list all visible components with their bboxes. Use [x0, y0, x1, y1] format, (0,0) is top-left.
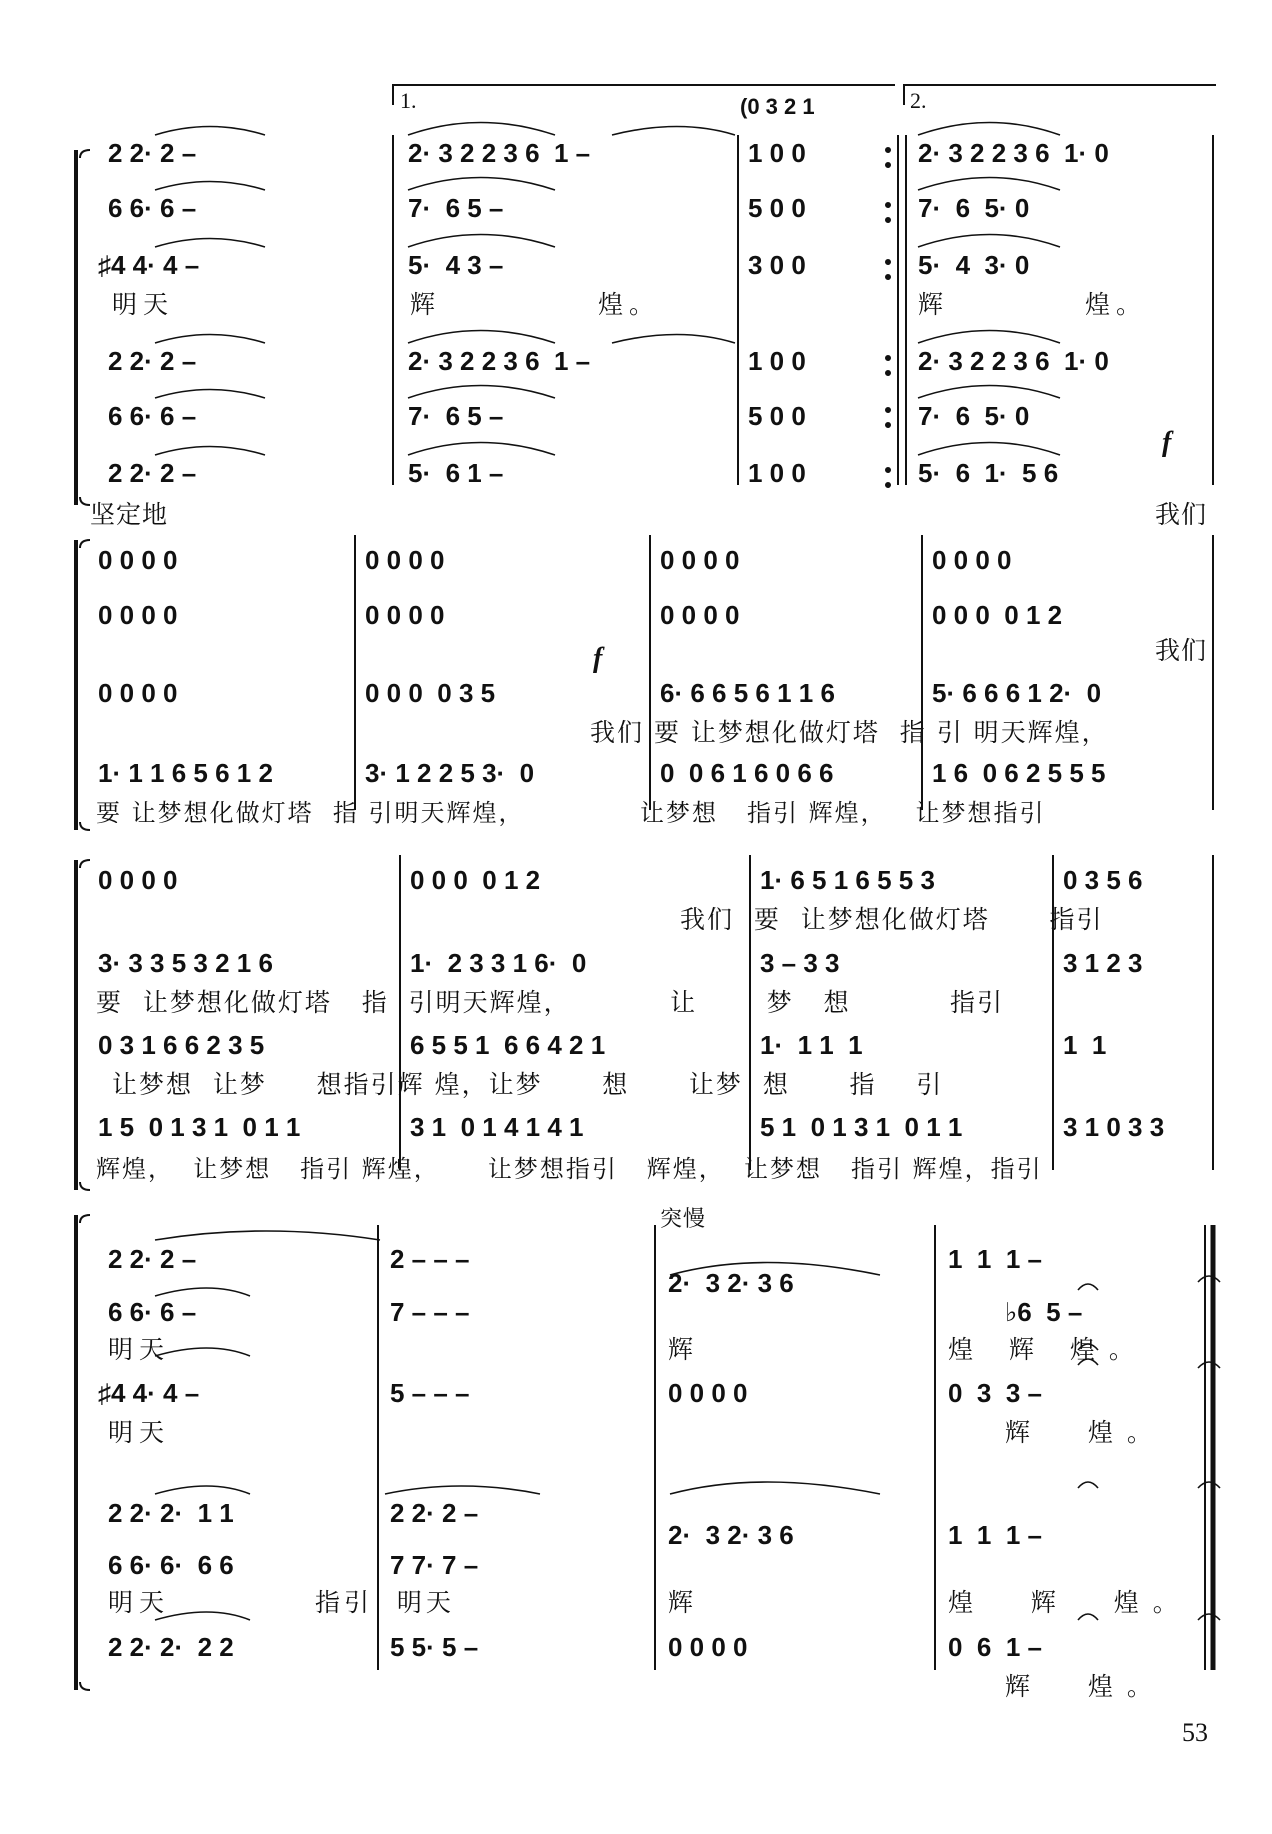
s1-r5-m2: 7· 6 5 –: [408, 401, 504, 431]
s4-r2-m2: 7 – – –: [390, 1297, 470, 1327]
s4-lyric-5c: 辉: [668, 1588, 700, 1617]
s2-lyric-2: 我们: [1155, 636, 1208, 665]
s3-lyric-3: 让梦想 让梦 想指引辉 煌，让梦 想 让梦 想 指 引: [112, 1070, 944, 1099]
page-number: 53: [1182, 1718, 1208, 1747]
s1-r3-m3: 3 0 0: [748, 250, 806, 280]
s1-r2-m1: 6 6· 6 –: [108, 193, 197, 223]
s1-r6-m3: 1 0 0: [748, 458, 806, 488]
s4-r1-m2: 2 – – –: [390, 1244, 470, 1274]
s2-lyric-4: 要 让梦想化做灯塔 指 引明天辉煌， 让梦想 指引 辉煌， 让梦想指引: [96, 799, 1046, 827]
s4-lyric-2a: 明天: [108, 1335, 171, 1364]
s1-r2-m3: 5 0 0: [748, 193, 806, 223]
s2-r4-m2: 3· 1 2 2 5 3· 0: [365, 758, 535, 788]
s3-r4-m4: 3 1 0 3 3: [1063, 1112, 1165, 1142]
s1-lyric-5: 煌。: [1085, 290, 1148, 319]
s2-r2-m2: 0 0 0 0: [365, 600, 445, 630]
s1-lyric-1: 明天: [112, 290, 175, 319]
s1-r4-m2: 2· 3 2 2 3 6 1 –: [408, 346, 591, 376]
volta-second-label: 2.: [910, 88, 927, 113]
s1-lyric-2: 辉: [410, 290, 442, 319]
s3-r3-m2: 6 5 5 1 6 6 4 2 1: [410, 1030, 606, 1060]
s3-r1-m4: 0 3 5 6: [1063, 865, 1143, 895]
s1-expression: 坚定地: [90, 500, 169, 529]
s1-r2-m4: 7· 6 5· 0: [918, 193, 1030, 223]
s2-r2-m1: 0 0 0 0: [98, 600, 178, 630]
s1-dynamic-f: f: [1162, 427, 1172, 458]
s2-r4-m1: 1· 1 1 6 5 6 1 2: [98, 758, 273, 788]
s1-r2-m2: 7· 6 5 –: [408, 193, 504, 223]
s2-r3-m1: 0 0 0 0: [98, 678, 178, 708]
s4-r1-m4: 1 1 1 –: [948, 1244, 1042, 1274]
s2-r4-m4: 1 6 0 6 2 5 5 5: [932, 758, 1106, 788]
s4-r6-m1: 2 2· 2· 2 2: [108, 1632, 234, 1662]
s1-r1-m4: 2· 3 2 2 3 6 1· 0: [918, 138, 1109, 168]
s4-lyric-2c: 煌 辉 煌。: [948, 1335, 1148, 1364]
s1-r6-m1: 2 2· 2 –: [108, 458, 197, 488]
s1-r4-m3: 1 0 0: [748, 346, 806, 376]
s3-r4-m1: 1 5 0 1 3 1 0 1 1: [98, 1112, 301, 1142]
s1-r1-m2: 2· 3 2 2 3 6 1 –: [408, 138, 591, 168]
s2-r1-m4: 0 0 0 0: [932, 545, 1012, 575]
s2-r2-m3: 0 0 0 0: [660, 600, 740, 630]
s3-r3-m4: 1 1: [1063, 1030, 1107, 1060]
s3-lyric-2: 要 让梦想化做灯塔 指 引明天辉煌， 让 梦 想 指引: [96, 988, 1005, 1017]
s4-r5-m2: 7 7· 7 –: [390, 1550, 479, 1580]
s4-r6-m3: 0 0 0 0: [668, 1632, 748, 1662]
pickup-notes: (0 3 2 1: [740, 94, 815, 119]
s1-r3-m4: 5· 4 3· 0: [918, 250, 1030, 280]
s1-r3-m2: 5· 4 3 –: [408, 250, 504, 280]
s1-r6-m4: 5· 6 1· 5 6: [918, 458, 1059, 488]
s1-r6-m2: 5· 6 1 –: [408, 458, 504, 488]
s1-r1-m1: 2 2· 2 –: [108, 138, 197, 168]
s1-r5-m4: 7· 6 5· 0: [918, 401, 1030, 431]
s2-r4-m3: 0 0 6 1 6 0 6 6: [660, 758, 834, 788]
s4-r3-m2: 5 – – –: [390, 1378, 470, 1408]
s1-r1-m3: 1 0 0: [748, 138, 806, 168]
s4-r4-m3: 2· 3 2· 3 6: [668, 1520, 794, 1550]
s4-lyric-2b: 辉: [668, 1335, 700, 1364]
s3-r1-m1: 0 0 0 0: [98, 865, 178, 895]
s2-r1-m1: 0 0 0 0: [98, 545, 178, 575]
s4-r1-m1: 2 2· 2 –: [108, 1244, 197, 1274]
s3-r1-m2: 0 0 0 0 1 2: [410, 865, 541, 895]
s2-r1-m3: 0 0 0 0: [660, 545, 740, 575]
s2-r3-m4: 5· 6 6 6 1 2· 0: [932, 678, 1102, 708]
s3-lyric-1: 我们 要 让梦想化做灯塔 指引: [680, 905, 1104, 934]
s2-r1-m2: 0 0 0 0: [365, 545, 445, 575]
s3-r4-m3: 5 1 0 1 3 1 0 1 1: [760, 1112, 963, 1142]
s1-r5-m1: 6 6· 6 –: [108, 401, 197, 431]
s4-r3-m3: 0 0 0 0: [668, 1378, 748, 1408]
s2-dynamic-f: f: [593, 643, 603, 674]
s4-lyric-3a: 明天: [108, 1418, 171, 1447]
s1-r4-m1: 2 2· 2 –: [108, 346, 197, 376]
s4-r3-m1: ♯4 4· 4 –: [98, 1378, 200, 1408]
s1-lyric-4: 辉: [918, 290, 950, 319]
s4-lyric-5b: 指引 明天: [315, 1588, 455, 1617]
s1-r3-m1: ♯4 4· 4 –: [98, 250, 200, 280]
s3-r2-m2: 1· 2 3 3 1 6· 0: [410, 948, 587, 978]
s4-lyric-5d: 煌 辉 煌。: [948, 1588, 1192, 1617]
volta-first-label: 1.: [400, 88, 417, 113]
s1-r4-m4: 2· 3 2 2 3 6 1· 0: [918, 346, 1109, 376]
s2-r2-m4: 0 0 0 0 1 2: [932, 600, 1063, 630]
s3-r3-m3: 1· 1 1 1: [760, 1030, 863, 1060]
s4-r4-m1: 2 2· 2· 1 1: [108, 1498, 234, 1528]
s2-r3-m2: 0 0 0 0 3 5: [365, 678, 496, 708]
s1-r5-m3: 5 0 0: [748, 401, 806, 431]
s2-lyric-3: 我们 要 让梦想化做灯塔 指 引 明天辉煌，: [590, 718, 1109, 747]
s4-r6-m4: 0 6 1 –: [948, 1632, 1042, 1662]
s1-lyric-3: 煌。: [598, 290, 661, 319]
s3-r3-m1: 0 3 1 6 6 2 3 5: [98, 1030, 265, 1060]
s2-r3-m3: 6· 6 6 5 6 1 1 6: [660, 678, 835, 708]
s4-r1-m3: 2· 3 2· 3 6: [668, 1268, 794, 1298]
s3-r1-m3: 1· 6 5 1 6 5 5 3: [760, 865, 935, 895]
s3-r2-m4: 3 1 2 3: [1063, 948, 1143, 978]
s4-lyric-5a: 明天: [108, 1588, 171, 1617]
s4-r2-m1: 6 6· 6 –: [108, 1297, 197, 1327]
s4-r4-m2: 2 2· 2 –: [390, 1498, 479, 1528]
s4-lyric-6: 辉 煌。: [1005, 1672, 1166, 1701]
s3-r2-m1: 3· 3 3 5 3 2 1 6: [98, 948, 273, 978]
s4-r4-m4: 1 1 1 –: [948, 1520, 1042, 1550]
s4-r6-m2: 5 5· 5 –: [390, 1632, 479, 1662]
s3-lyric-4: 辉煌， 让梦想 指引 辉煌， 让梦想指引 辉煌， 让梦想 指引 辉煌，指引: [96, 1155, 1043, 1183]
s4-lyric-3b: 辉 煌。: [1005, 1418, 1166, 1447]
s4-r2-m4: ♭6 5 –: [1005, 1297, 1083, 1327]
s4-r3-m4: 0 3 3 –: [948, 1378, 1042, 1408]
s1-lyric-women: 我们: [1155, 500, 1208, 529]
s3-r2-m3: 3 – 3 3: [760, 948, 840, 978]
s3-r4-m2: 3 1 0 1 4 1 4 1: [410, 1112, 584, 1142]
s4-tempo: 突慢: [660, 1207, 707, 1232]
s4-r5-m1: 6 6· 6· 6 6: [108, 1550, 234, 1580]
